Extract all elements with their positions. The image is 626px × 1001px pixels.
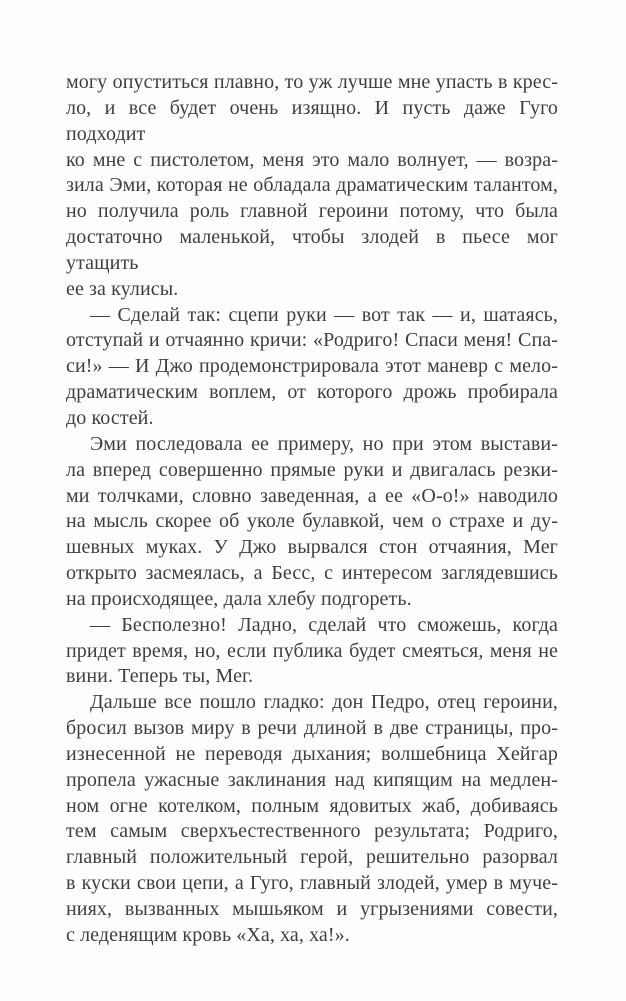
text-line: бросил вызов миру в речи длиной в две страницы, про- <box>66 717 558 740</box>
text-line: но получила роль главной героини потому, что была <box>66 200 558 223</box>
paragraph <box>66 303 558 432</box>
text-line: изнесенной не переводя дыхания; волшебница Хейгар <box>66 742 558 765</box>
text-line: ла вперед совершенно прямые руки и двигалась резки- <box>66 458 558 481</box>
text-line: открыто засмеялась, а Бесс, с интересом заглядевшись <box>66 562 558 585</box>
text-line: до костей. <box>66 406 154 429</box>
paragraph <box>66 432 558 613</box>
text-line: — Сделай так: сцепи руки — вот так — и, шатаясь, <box>90 303 558 326</box>
text-line: Дальше все пошло гладко: дон Педро, отец героини, <box>90 691 558 714</box>
text-line: ниях, вызванных мышьяком и угрызениями совести, <box>66 898 558 920</box>
text-line: шевных муках. У Джо вырвался стон отчаяния, Мег <box>66 536 558 559</box>
text-line: ее за кулисы. <box>66 277 179 300</box>
paragraph <box>66 70 558 303</box>
text-line: придет время, но, если публика будет смеяться, меня не <box>66 639 558 662</box>
text-line: ко мне с пистолетом, меня это мало волнует, — возра- <box>66 148 558 171</box>
paragraph <box>66 613 558 691</box>
text-line: тем самым сверхъестественного результата; Родриго, <box>66 820 558 843</box>
paragraph <box>66 690 558 948</box>
text-line: — Бесполезно! Ладно, сделай что сможешь, когда <box>90 613 558 636</box>
text-line: достаточно маленькой, чтобы злодей в пьесе мог утащить <box>66 226 558 274</box>
text-line: пропела ужасные заклинания над кипящим на медлен- <box>66 768 558 791</box>
text-line: главный положительный герой, решительно разорвал <box>66 846 558 869</box>
text-line: зила Эми, которая не обладала драматическим талантом, <box>66 174 558 197</box>
text-line: могу опуститься плавно, то уж лучше мне упасть в крес- <box>66 71 558 93</box>
text-line: Эми последовала ее примеру, но при этом выстави- <box>90 432 558 455</box>
text-line: в куски свои цепи, а Гуго, главный злодей, умер в муче- <box>66 872 558 895</box>
text-line: ном огне котелком, полным ядовитых жаб, добиваясь <box>66 794 558 817</box>
text-line: ми толчками, словно заведенная, а ее «О-о!» наводило <box>66 484 558 507</box>
text-line: на происходящее, дала хлебу подгореть. <box>66 587 412 610</box>
text-line: с леденящим кровь «Ха, ха, ха!». <box>66 923 350 946</box>
text-block <box>66 70 558 949</box>
text-line: отступай и отчаянно кричи: «Родриго! Спаси меня! Спа- <box>66 329 558 352</box>
text-line: си!» — И Джо продемонстрировала этот маневр с мело- <box>66 355 558 378</box>
text-line: драматическим воплем, от которого дрожь пробирала <box>66 381 558 404</box>
text-line: ло, и все будет очень изящно. И пусть даже Гуго подходит <box>66 96 558 145</box>
text-line: вини. Теперь ты, Мег. <box>66 665 254 688</box>
text-line: на мысль скорее об уколе булавкой, чем о страхе и ду- <box>66 510 558 533</box>
